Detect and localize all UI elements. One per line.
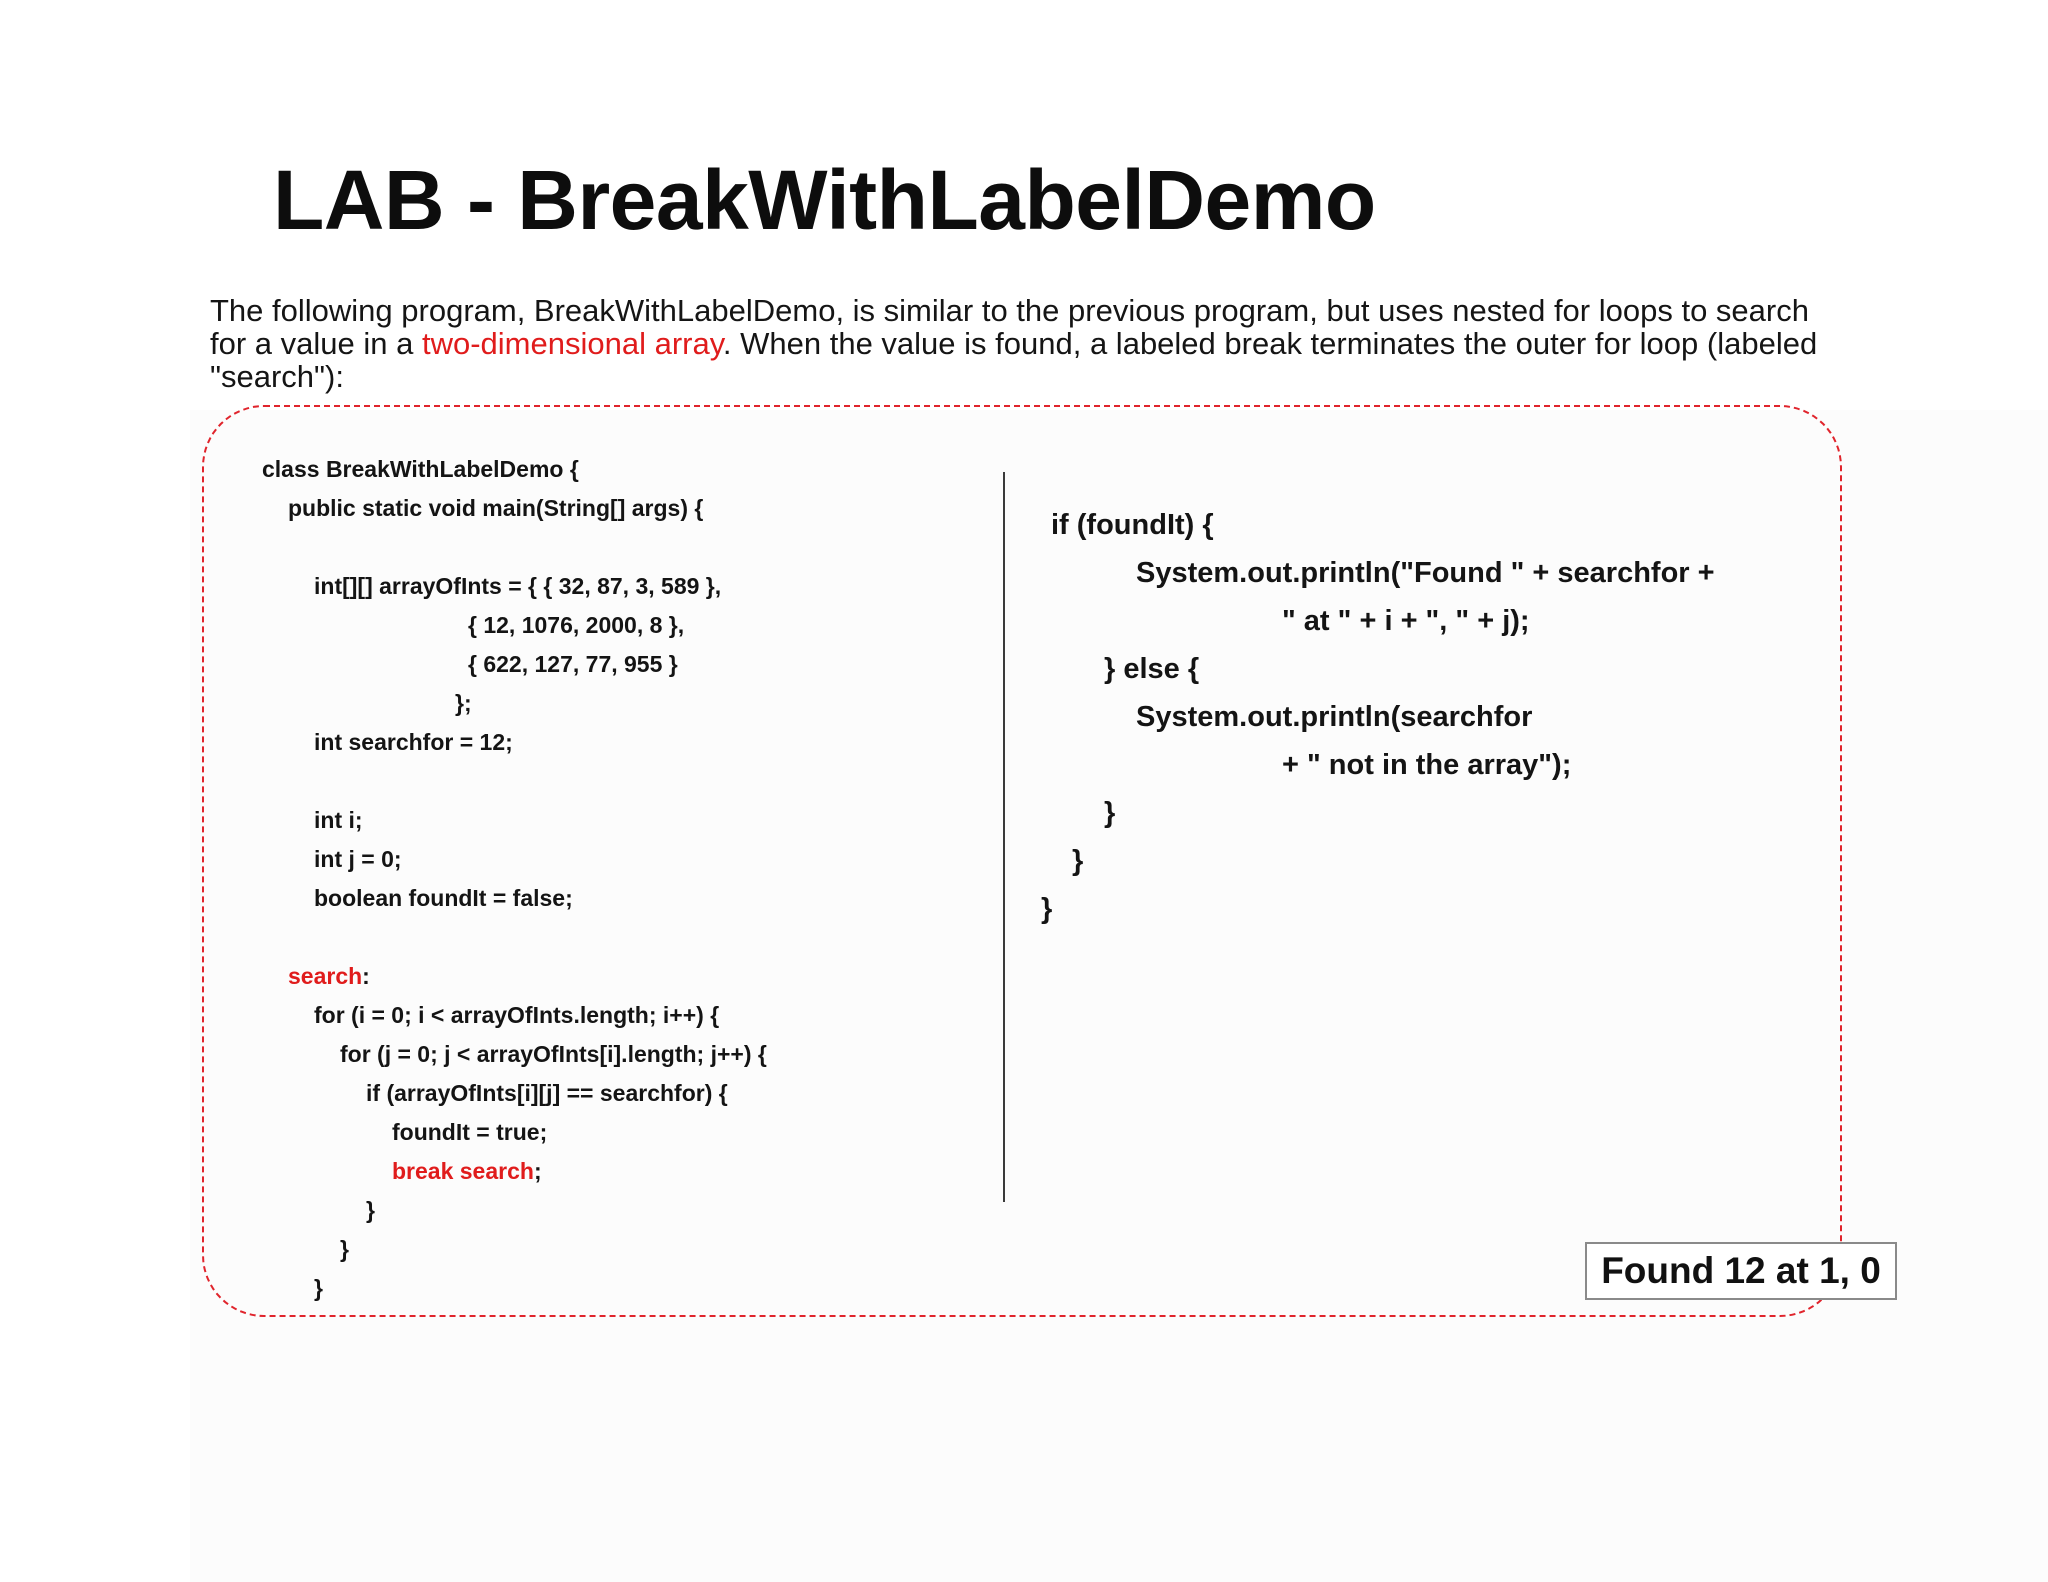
code-line: System.out.println(searchfor: [1136, 701, 1533, 733]
code-line: }: [1041, 893, 1053, 925]
code-line: }: [340, 1236, 349, 1262]
search-label-colon: :: [362, 963, 370, 989]
intro-text-end: . When the value is found, a labeled break terminates the outer for loop (labeled "search"):: [210, 326, 1818, 394]
code-line: }: [1072, 845, 1084, 877]
code-line: { 12, 1076, 2000, 8 },: [468, 612, 685, 638]
code-line-break: [392, 1160, 542, 1183]
code-divider: [1003, 472, 1005, 1202]
intro-highlight: two-dimensional array: [421, 326, 723, 361]
code-line: } else {: [1104, 653, 1200, 685]
code-line: for (j = 0; j < arrayOfInts[i].length; j++) {: [340, 1041, 767, 1067]
code-line: }: [314, 1275, 323, 1301]
code-line: int searchfor = 12;: [314, 729, 513, 755]
code-line: if (foundIt) {: [1051, 509, 1214, 541]
code-line: }: [366, 1197, 375, 1223]
break-search-statement: break search: [392, 1158, 534, 1184]
code-line: int j = 0;: [314, 846, 402, 872]
code-line: int[][] arrayOfInts = { { 32, 87, 3, 589 },: [314, 573, 722, 599]
break-search-semicolon: ;: [533, 1158, 542, 1184]
code-line: + " not in the array");: [1282, 749, 1572, 781]
intro-text-start: The following program, BreakWithLabelDemo, is similar to the previous program, but uses nested for loops to search for a value in a: [210, 293, 1809, 361]
intro-paragraph: [210, 294, 1850, 393]
code-line: System.out.println("Found " + searchfor +: [1136, 557, 1715, 589]
code-line: " at " + i + ", " + j);: [1282, 605, 1530, 637]
code-line: public static void main(String[] args) {: [288, 495, 704, 521]
search-label: search: [288, 963, 363, 989]
code-line: int i;: [314, 807, 363, 833]
code-line: boolean foundIt = false;: [314, 885, 573, 911]
code-line: }: [1104, 797, 1116, 829]
program-output-box: Found 12 at 1, 0: [1585, 1242, 1897, 1300]
code-line-label: [288, 965, 370, 988]
code-line: for (i = 0; i < arrayOfInts.length; i++) {: [314, 1002, 720, 1028]
code-line: };: [455, 690, 472, 716]
code-line: if (arrayOfInts[i][j] == searchfor) {: [366, 1080, 728, 1106]
slide-title: LAB - BreakWithLabelDemo: [273, 153, 1376, 247]
code-line: class BreakWithLabelDemo {: [262, 456, 579, 482]
code-line: foundIt = true;: [392, 1119, 548, 1145]
code-line: { 622, 127, 77, 955 }: [468, 651, 678, 677]
